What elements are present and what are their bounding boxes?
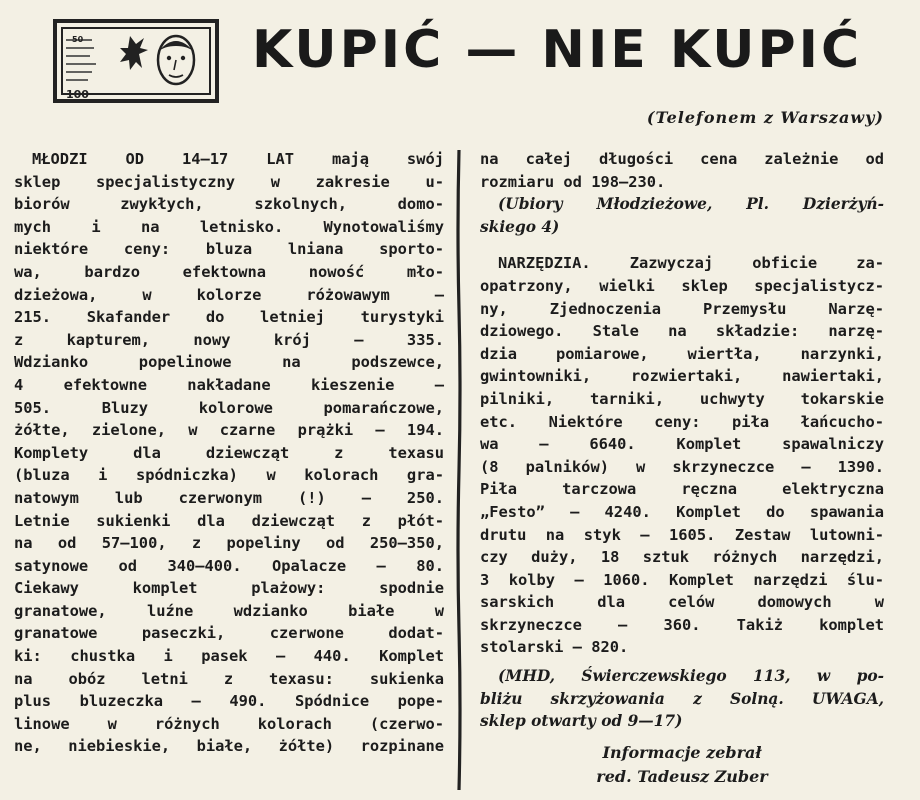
text-line: (8 palników) w skrzyneczce — 1390. bbox=[480, 457, 884, 476]
text-line: z kapturem, nowy krój — 335. bbox=[14, 330, 444, 349]
article-column-right bbox=[480, 148, 884, 789]
text-line: etc. Niektóre ceny: piła łańcucho- bbox=[480, 412, 884, 431]
source-address-2 bbox=[480, 665, 884, 733]
text-line: gwintowniki, rozwiertaki, nawiertaki, bbox=[480, 367, 884, 386]
dateline: (Telefonem z Warszawy) bbox=[646, 108, 884, 127]
text-line: skiego 4) bbox=[480, 217, 560, 236]
text-line: linowe w różnych kolorach (czerwo- bbox=[14, 714, 444, 733]
text-line: Piła tarczowa ręczna elektryczna bbox=[480, 480, 884, 499]
text-line: opatrzony, wielki sklep specjalistycz- bbox=[480, 276, 884, 295]
text-line: MŁODZI OD 14—17 LAT mają swój bbox=[32, 150, 444, 168]
text-line: na obóz letni z texasu: sukienka bbox=[14, 669, 444, 688]
text-line: „Festo” — 4240. Komplet do spawania bbox=[480, 502, 884, 521]
text-line: skrzyneczce — 360. Takiż komplet bbox=[480, 615, 884, 634]
text-line: czy duży, 18 sztuk różnych narzędzi, bbox=[480, 548, 884, 567]
text-line: (Ubiory Młodzieżowe, Pl. Dzierżyń- bbox=[498, 195, 884, 214]
banknote-denomination: 100 bbox=[66, 88, 89, 101]
youth-clothing-paragraph bbox=[14, 148, 444, 758]
text-line: 4 efektowne nakładane kieszenie — bbox=[14, 375, 444, 394]
text-line: 215. Skafander do letniej turystyki bbox=[14, 308, 444, 327]
text-line: pilniki, tarniki, uchwyty tokarskie bbox=[480, 389, 884, 408]
text-line: sarskich dla celów domowych w bbox=[480, 593, 884, 612]
text-line: drutu na styk — 1605. Zestaw lutowni- bbox=[480, 525, 884, 544]
credit-line: Informacje zebrał bbox=[602, 742, 762, 762]
article-column-left bbox=[14, 148, 444, 758]
text-line: plus bluzeczka — 490. Spódnice pope- bbox=[14, 692, 444, 711]
text-line: Letnie sukienki dla dziewcząt z płót- bbox=[14, 511, 444, 530]
column-divider bbox=[456, 150, 462, 790]
continuation-paragraph bbox=[480, 148, 884, 193]
text-line: dzia pomiarowe, wiertła, narzynki, bbox=[480, 344, 884, 363]
text-line: ki: chustka i pasek — 440. Komplet bbox=[14, 647, 444, 666]
credit-author: red. Tadeusz Zuber bbox=[596, 766, 768, 786]
text-line: na całej długości cena zależnie od bbox=[480, 150, 884, 168]
text-line: żółte, zielone, w czarne prążki — 194. bbox=[14, 421, 444, 440]
text-line: sklep otwarty od 9—17) bbox=[480, 712, 683, 731]
text-line: niektóre ceny: bluza lniana sporto- bbox=[14, 240, 444, 259]
text-line: Ciekawy komplet plażowy: spodnie bbox=[14, 579, 444, 598]
text-line: (bluza i spódniczka) w kolorach gra- bbox=[14, 466, 444, 485]
text-line: (MHD, Świerczewskiego 113, w po- bbox=[498, 667, 884, 686]
banknote-logo-icon bbox=[52, 18, 220, 104]
text-line: Komplety dla dziewcząt z texasu bbox=[14, 443, 444, 462]
text-line: ne, niebieskie, białe, żółte) rozpinane bbox=[14, 737, 444, 756]
text-line: stolarski — 820. bbox=[480, 638, 629, 657]
text-line: granatowe paseczki, czerwone dodat- bbox=[14, 624, 444, 643]
text-line: bliżu skrzyżowania z Solną. UWAGA, bbox=[480, 689, 884, 708]
text-line: ny, Zjednoczenia Przemysłu Narzę- bbox=[480, 299, 884, 318]
text-line: rozmiaru od 198—230. bbox=[480, 172, 666, 191]
text-line: satynowe od 340—400. Opalacze — 80. bbox=[14, 556, 444, 575]
text-line: 505. Bluzy kolorowe pomarańczowe, bbox=[14, 398, 444, 417]
text-line: dzieżowa, w kolorze różowawym — bbox=[14, 285, 444, 304]
text-line: NARZĘDZIA. Zazwyczaj obficie za- bbox=[498, 254, 884, 273]
text-line: na od 57—100, z popeliny od 250—350, bbox=[14, 534, 444, 553]
text-line: natowym lub czerwonym (!) — 250. bbox=[14, 488, 444, 507]
svg-text:50: 50 bbox=[72, 35, 84, 44]
text-line: Wdzianko popelinowe na podszewce, bbox=[14, 353, 444, 372]
text-line: wa, bardzo efektowna nowość mło- bbox=[14, 262, 444, 281]
text-line: granatowe, luźne wdzianko białe w bbox=[14, 601, 444, 620]
page-title: KUPIĆ — NIE KUPIĆ bbox=[252, 20, 863, 80]
author-credit bbox=[480, 741, 884, 789]
text-line: wa — 6640. Komplet spawalniczy bbox=[480, 435, 884, 454]
tools-paragraph bbox=[480, 252, 884, 659]
source-address-1 bbox=[480, 193, 884, 238]
text-line: dziowego. Stale na składzie: narzę- bbox=[480, 322, 884, 341]
text-line: mych i na letnisko. Wynotowaliśmy bbox=[14, 217, 444, 236]
text-line: biorów zwykłych, szkolnych, domo- bbox=[14, 195, 444, 214]
text-line: 3 kolby — 1060. Komplet narzędzi ślu- bbox=[480, 570, 884, 589]
text-line: sklep specjalistyczny w zakresie u- bbox=[14, 172, 444, 191]
